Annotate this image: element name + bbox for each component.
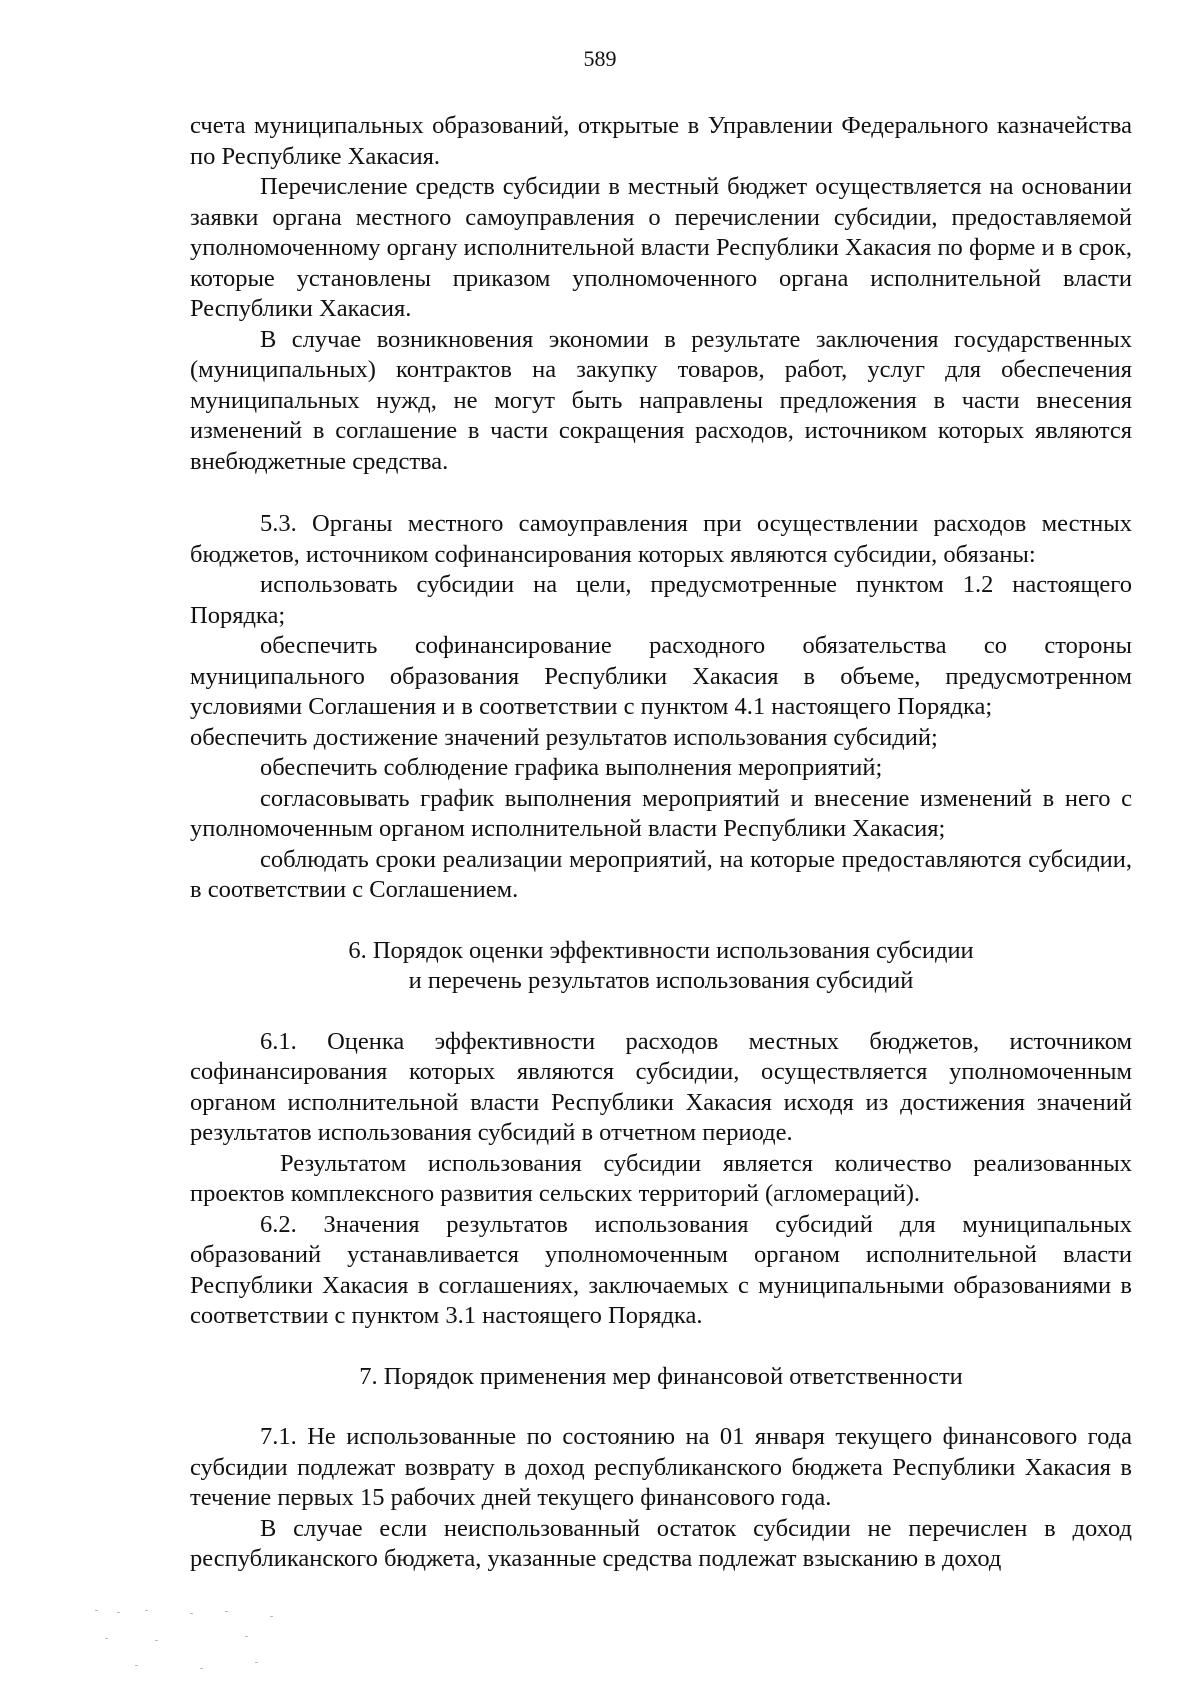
- paragraph: Результатом использования субсидии является количество реализованных проектов комплексного развития сельских территорий (агломераций).: [190, 1149, 1132, 1207]
- paragraph: использовать субсидии на цели, предусмотренные пунктом 1.2 настоящего Порядка;: [190, 571, 1132, 629]
- paragraph: Перечисление средств субсидии в местный бюджет осуществляется на основании заявки органа местного самоуправления о перечислении субсидии, предоставляемой уполномоченному органу исполнительной власти Республики Хакасия по форме и в срок, которые установлены приказом уполномоченного органа исполнительной власти Республики Хакасия.: [190, 173, 1132, 322]
- paragraph: 7.1. Не использованные по состоянию на 01 января текущего финансового года субсидии подлежат возврату в доход республиканского бюджета Республики Хакасия в течение первых 15 рабочих дней текущего финансового года.: [190, 1423, 1132, 1511]
- document-body: [190, 111, 1132, 1575]
- paragraph: согласовывать график выполнения мероприятий и внесение изменений в него с уполномоченным органом исполнительной власти Республики Хакасия;: [190, 784, 1132, 842]
- paragraph: 5.3. Органы местного самоуправления при осуществлении расходов местных бюджетов, источником софинансирования которых являются субсидии, обязаны:: [190, 510, 1132, 568]
- section-heading: 7. Порядок применения мер финансовой ответственности: [359, 1362, 963, 1390]
- paragraph: 6.2. Значения результатов использования субсидий для муниципальных образований устанавливается уполномоченным органом исполнительной власти Республики Хакасия в соглашениях, заключаемых с муниципальными образованиями в соответствии с пунктом 3.1 настоящего Порядка.: [190, 1210, 1132, 1329]
- section-heading: 6. Порядок оценки эффективности использования субсидии: [348, 936, 974, 964]
- paragraph: В случае если неиспользованный остаток субсидии не перечислен в доход республиканского бюджета, указанные средства подлежат взысканию в доход: [190, 1514, 1132, 1572]
- section-heading: и перечень результатов использования субсидий: [408, 967, 914, 994]
- scan-specks: [95, 1610, 305, 1680]
- paragraph: соблюдать сроки реализации мероприятий, на которые предоставляются субсидии, в соответствии с Соглашением.: [190, 845, 1132, 903]
- page-number: 589: [583, 46, 617, 71]
- paragraph: 6.1. Оценка эффективности расходов местных бюджетов, источником софинансирования которых являются субсидии, осуществляется уполномоченным органом исполнительной власти Республики Хакасия исходя из достижения значений результатов использования субсидий в отчетном периоде.: [190, 1027, 1132, 1146]
- paragraph: счета муниципальных образований, открытые в Управлении Федерального казначейства по Республике Хакасия.: [190, 112, 1132, 170]
- paragraph: обеспечить соблюдение графика выполнения мероприятий;: [260, 754, 883, 781]
- paragraph: обеспечить достижение значений результатов использования субсидий;: [190, 723, 938, 751]
- paragraph: В случае возникновения экономии в результате заключения государственных (муниципальных) контрактов на закупку товаров, работ, услуг для обеспечения муниципальных нужд, не могут быть направлены предложения в части внесения изменений в соглашение в части сокращения расходов, источником которых являются внебюджетные средства.: [190, 325, 1132, 475]
- paragraph: обеспечить софинансирование расходного обязательства со стороны муниципального образования Республики Хакасия в объеме, предусмотренном условиями Соглашения и в соответствии с пунктом 4.1 настоящего Порядка;: [190, 632, 1132, 720]
